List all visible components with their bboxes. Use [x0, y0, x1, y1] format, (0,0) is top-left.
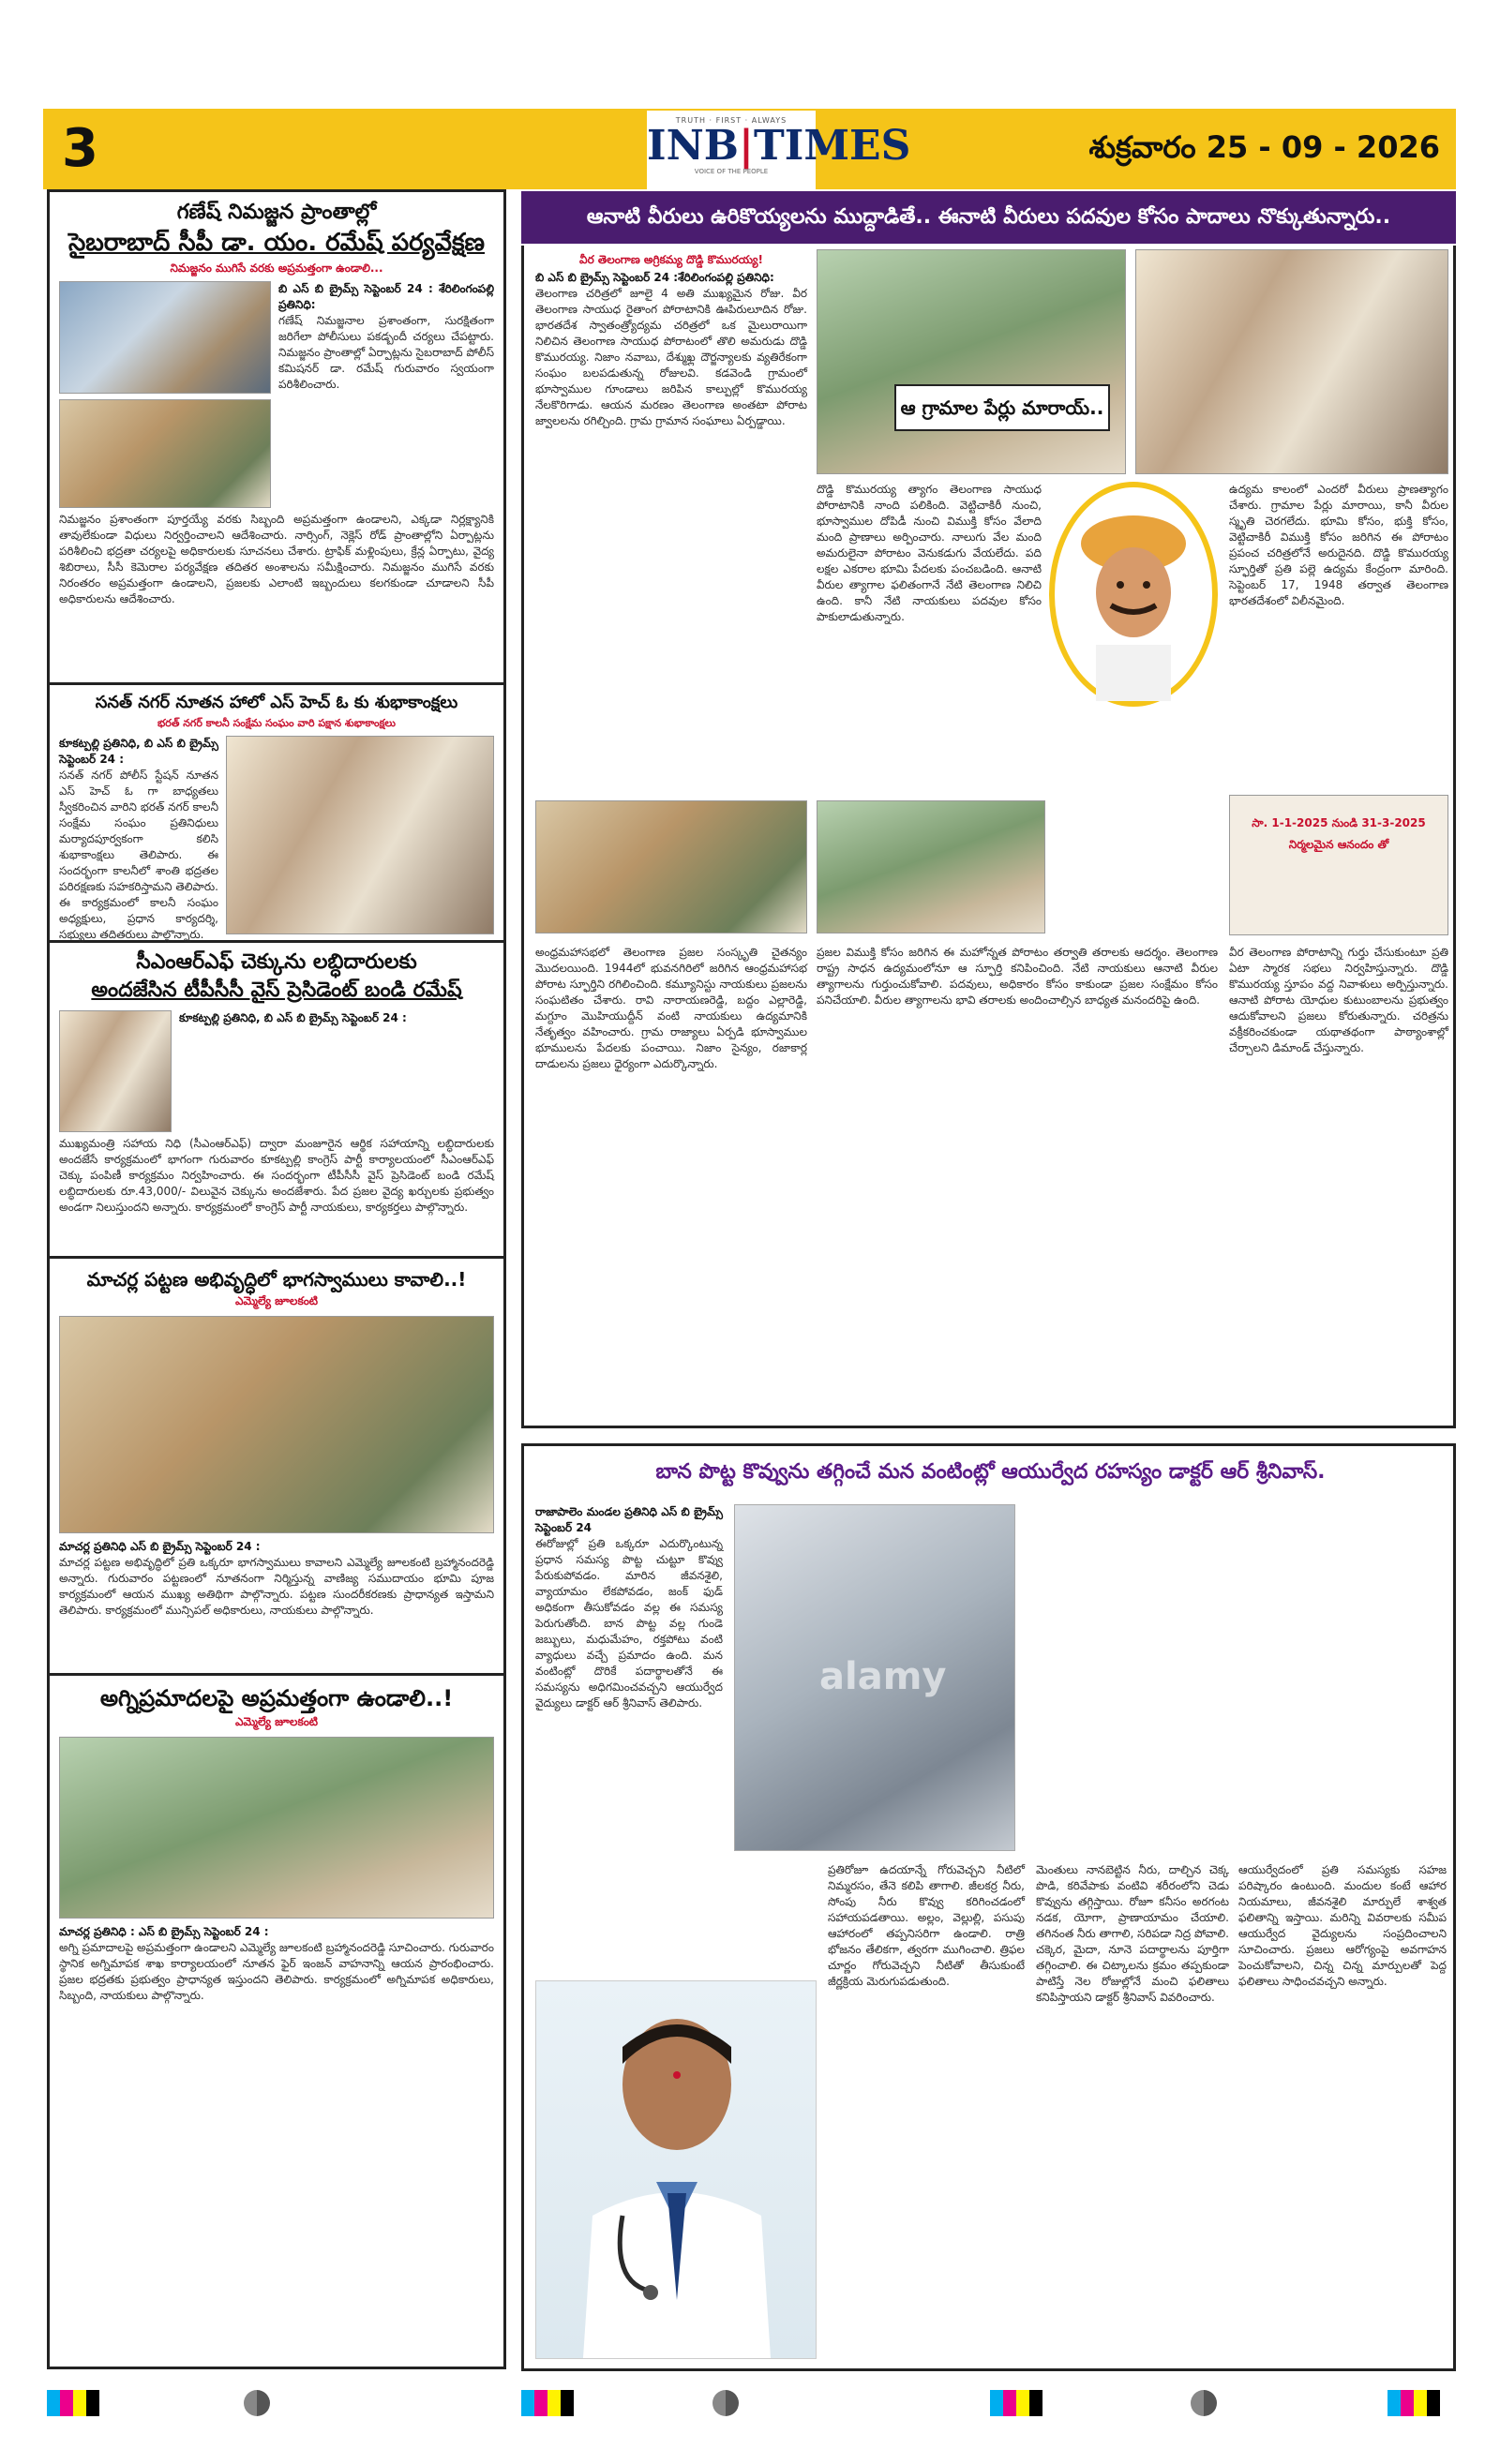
swatch [1401, 2390, 1414, 2416]
article-body: వీర తెలంగాణ పోరాటాన్ని గుర్తు చేసుకుంటూ ప్రతి ఏటా స్మారక సభలు నిర్వహిస్తున్నారు. దొడ్డి కొమురయ్య స్తూపం వద్ద నివాళులు అర్పిస్తున్నారు. ఆనాటి పోరాట యోధుల కుటుంబాలను ప్రభుత్వం ఆదుకోవాలని ప్రజలు కోరుతున్నారు. చరిత్రను వక్రీకరించకుండా యథాతథంగా పాఠ్యాంశాల్లో చేర్చాలని డిమాండ్ చేస్తున్నారు. [1229, 946, 1448, 1054]
article-ganesh [50, 192, 503, 677]
village-huts-photo [535, 800, 807, 933]
article-title: సీఎంఆర్ఎఫ్ చెక్కును లబ్ధిదారులకు [136, 950, 417, 974]
bhoomi-pooja-photo [59, 1316, 494, 1533]
logo-name-separator: | [739, 122, 755, 170]
article-body: గణేష్ నిమజ్జనాల ప్రశాంతంగా, సురక్షితంగా జరిగేలా పోలీసులు పకడ్బందీ చర్యలు చేపట్టారు. నిమజ్జనం ప్రాంతాల్లో ఏర్పాట్లను సైబరాబాద్ పోలీస్ కమిషనర్ డా. రమేష్ గురువారం స్వయంగా పరిశీలించారు. [278, 314, 494, 391]
police-inspection-photo [59, 399, 271, 508]
swatch [257, 2390, 270, 2416]
swatch [1016, 2390, 1029, 2416]
color-registration-strip [990, 2390, 1042, 2416]
swatch [548, 2390, 561, 2416]
portrait-illustration [1055, 487, 1212, 701]
article-doddi-komuraiah [521, 246, 1456, 1428]
article-fire-safety [50, 1676, 503, 2026]
fire-engine-photo [59, 1737, 494, 1919]
article-body: ఉద్యమ కాలంలో ఎందరో వీరులు ప్రాణత్యాగం చేశారు. గ్రామాల పేర్లు మారాయి, కానీ వీరుల స్మృతి చెరగలేదు. భూమి కోసం, భుక్తి కోసం, వెట్టిచాకిరీ విముక్తి కోసం జరిగిన ఈ పోరాటం ప్రపంచ చరిత్రలోనే అరుదైనది. దొడ్డి కొమురయ్య స్ఫూర్తితో ప్రతి పల్లె ఉద్యమ కేంద్రంగా మారింది. సెప్టెంబర్ 17, 1948 తర్వాత తెలంగాణ భారతదేశంలో విలీనమైంది. [1229, 483, 1448, 607]
article-body: ఈరోజుల్లో ప్రతి ఒక్కరూ ఎదుర్కొంటున్న ప్రధాన సమస్య పొట్ట చుట్టూ కొవ్వు పేరుకుపోవడం. మారిన జీవనశైలి, వ్యాయామం లేకపోవడం, జంక్ ఫుడ్ అధికంగా తీసుకోవడం వల్ల ఈ సమస్య పెరుగుతోంది. బాన పొట్ట వల్ల గుండె జబ్బులు, మధుమేహం, రక్తపోటు వంటి వ్యాధులు వచ్చే ప్రమాదం ఉంది. మన వంటింట్లో దొరికే పదార్థాలతోనే ఈ సమస్యను అధిగమించవచ్చని ఆయుర్వేద వైద్యులు డాక్టర్ ఆర్ శ్రీనివాస్ తెలిపారు. [535, 1537, 723, 1710]
color-registration-strip [521, 2390, 574, 2416]
village-road-photo [817, 249, 1126, 474]
belly-stock-photo [734, 1504, 1015, 1851]
swatch [726, 2390, 739, 2416]
article-body: ముఖ్యమంత్రి సహాయ నిధి (సీఎంఆర్ఎఫ్) ద్వారా మంజూరైన ఆర్థిక సహాయాన్ని లబ్ధిదారులకు అందజేసే కార్యక్రమంలో భాగంగా గురువారం కూకట్పల్లి కాంగ్రెస్ పార్టీ కార్యాలయంలో సీఎంఆర్ఎఫ్ చెక్కు పంపిణీ కార్యక్రమం నిర్వహించారు. ఈ సందర్భంగా టీపీసీసీ వైస్ ప్రెసిడెంట్ బండి రమేష్ లబ్ధిదారులకు రూ.43,000/- విలువైన చెక్కును అందజేశారు. పేద ప్రజల వైద్య ఖర్చులకు ప్రభుత్వం అండగా నిలుస్తుందని అన్నారు. కార్యక్రమంలో కాంగ్రెస్ పార్టీ నాయకులు, కార్యకర్తలు పాల్గొన్నారు. [59, 1137, 494, 1214]
article-body: మాచర్ల పట్టణ అభివృద్ధిలో ప్రతి ఒక్కరూ భాగస్వాములు కావాలని ఎమ్మెల్యే జూలకంటి బ్రహ్మానందరెడ్డి అన్నారు. గురువారం పట్టణంలో నూతనంగా నిర్మిస్తున్న వాణిజ్య సముదాయం భూమి పూజ కార్యక్రమంలో ఆయన ముఖ్య అతిథిగా పాల్గొన్నారు. పట్టణ సుందరీకరణకు ప్రాధాన్యత ఇస్తామని తెలిపారు. కార్యక్రమంలో మున్సిపల్ అధికారులు, నాయకులు పాల్గొన్నారు. [59, 1556, 494, 1617]
village-label: ఆ గ్రామాల పేర్లు మారాయ్.. [894, 384, 1110, 431]
article-title: బాన పొట్ట కొవ్వును తగ్గించే మన వంటింట్లో ఆయుర్వేద రహస్యం డాక్టర్ ఆర్ శ్రీనివాస్. [533, 1454, 1448, 1491]
article-title: మాచర్ల పట్టణ అభివృద్ధిలో భాగస్వాములు కావాలి..! [86, 1268, 467, 1291]
article-dateline: మాచర్ల ప్రతినిధి ఎస్ బి బ్రైమ్స్ సెప్టెంబర్ 24 : [59, 1540, 261, 1553]
article-dateline: కూకట్పల్లి ప్రతినిధి, బి ఎస్ బి బ్రైమ్స్ సెప్టెంబర్ 24 : [59, 737, 218, 766]
swatch [1388, 2390, 1401, 2416]
swatch [244, 2390, 257, 2416]
issue-date: శుక్రవారం 25 - 09 - 2026 [1088, 129, 1440, 165]
article-title: అందజేసిన టీపీసీసీ వైస్ ప్రెసిడెంట్ బండి రమేష్ [91, 978, 462, 1002]
article-body: ఆయుర్వేదంలో ప్రతి సమస్యకు సహజ పరిష్కారం ఉంటుంది. మందుల కంటే ఆహార నియమాలు, జీవనశైలి మార్పులే శాశ్వత ఫలితాన్ని ఇస్తాయి. మరిన్ని వివరాలకు సమీప ఆయుర్వేద వైద్యులను సంప్రదించాలని సూచించారు. ప్రజలు ఆరోగ్యంపై అవగాహన పెంచుకోవాలని, చిన్న చిన్న మార్పులతో పెద్ద ఫలితాలు సాధించవచ్చని అన్నారు. [1238, 1863, 1447, 1988]
article-body: అంధ్రమహాసభలో తెలంగాణ ప్రజల సంస్కృతి చైతన్యం మొదలయింది. 1944లో భువనగిరిలో జరిగిన ఆంధ్రమహాసభ పోరాట స్ఫూర్తిని రగిలించింది. కమ్యూనిస్టు నాయకులు ప్రజలను సంఘటితం చేశారు. రావి నారాయణరెడ్డి, బద్దం ఎల్లారెడ్డి, మగ్దూం మొహియుద్దీన్ వంటి నాయకులు ఉద్యమానికి నేతృత్వం వహించారు. గ్రామ రాజ్యాలు ఏర్పడి భూస్వాముల భూములను పేదలకు పంచాయి. నిజాం సైన్యం, రజాకార్ల దాడులను ప్రజలు ధైర్యంగా ఎదుర్కొన్నారు. [535, 946, 807, 1070]
article-sanathnagar [50, 685, 503, 941]
logo-name [647, 122, 911, 170]
article-dateline: బి ఎస్ బి బ్రైమ్స్ సెప్టెంబర్ 24 :శేరిలింగంపల్లి ప్రతినిధి: [535, 271, 774, 284]
color-registration-strip-right [1388, 2390, 1440, 2416]
swatch [73, 2390, 86, 2416]
swatch [521, 2390, 534, 2416]
logo-tagline: TRUTH · FIRST · ALWAYS [675, 116, 788, 125]
article-body: నిమజ్జనం ప్రశాంతంగా పూర్తయ్యే వరకు సిబ్బంది అప్రమత్తంగా ఉండాలని, ఎక్కడా నిర్లక్ష్యానికి తావులేకుండా విధులు నిర్వర్తించాలని ఆదేశించారు. నార్సింగ్, నెక్లెస్ రోడ్ ప్రాంతాల్లోని ఏర్పాట్లను పరిశీలించి భద్రతా చర్యలపై అధికారులకు సూచనలు చేశారు. ట్రాఫిక్ మళ్లింపులు, క్రేన్ల ఏర్పాటు, వైద్య శిబిరాలు, సీసీ కెమెరాల పర్యవేక్షణ తదితర అంశాలను సమీక్షించారు. నిమజ్జనం ముగిసే వరకు నిరంతరం అప్రమత్తంగా ఉండాలని, ప్రజలకు ఎలాంటి ఇబ్బందులు కలగకుండా చూడాలని సీపీ అధికారులను ఆదేశించారు. [59, 513, 494, 605]
article-title: అగ్నిప్రమాదలపై అప్రమత్తంగా ఉండాలి..! [99, 1685, 454, 1711]
color-registration-strip [712, 2390, 739, 2416]
color-registration-strip [244, 2390, 270, 2416]
article-subtitle: భరత్ నగర్ కాలనీ సంక్షేమ సంఘం వారి పక్షాన శుభాకాంక్షలు [158, 717, 396, 729]
swatch [534, 2390, 548, 2416]
article-title: గణేష్ నిమజ్జన ప్రాంతాల్లో [176, 201, 377, 224]
swatch [1029, 2390, 1042, 2416]
swatch [712, 2390, 726, 2416]
article-body: ప్రతిరోజూ ఉదయాన్నే గోరువెచ్చని నీటిలో నిమ్మరసం, తేనె కలిపి తాగాలి. జీలకర్ర నీరు, సోంపు నీరు కొవ్వు కరిగించడంలో సహాయపడతాయి. అల్లం, వెల్లుల్లి, పసుపు ఆహారంలో తప్పనిసరిగా ఉండాలి. రాత్రి భోజనం తేలికగా, త్వరగా ముగించాలి. త్రిఫల చూర్ణం గోరువెచ్చని నీటితో తీసుకుంటే జీర్ణక్రియ మెరుగుపడుతుంది. [828, 1863, 1025, 1988]
article-dateline: బి ఎస్ బి బ్రైమ్స్ సెప్టెంబర్ 24 : శేరిలింగంపల్లి ప్రతినిధి: [278, 282, 494, 311]
article-title: సనత్ నగర్ నూతన హాలో ఎస్ హెచ్ ఓ కు శుభాకాంక్షలు [95, 693, 458, 712]
article-ayurveda [521, 1443, 1456, 2371]
article-dateline: కూకట్పల్లి ప్రతినిధి, బి ఎస్ బి బ్రైమ్స్ సెప్టెంబర్ 24 : [179, 1011, 407, 1024]
headline-banner: ఆనాటి వీరులు ఉరికొయ్యలను ముద్దాడితే.. ఈనాటి వీరులు పదవుల కోసం పాదాలు నొక్కుతున్నారు.. [521, 191, 1456, 244]
article-subtitle: ఎమ్మెల్యే జూలకంటి [234, 1294, 319, 1307]
article-body: తెలంగాణ చరిత్రలో జూలై 4 అతి ముఖ్యమైన రోజు. వీర తెలంగాణ సాయుధ రైతాంగ పోరాటానికి ఊపిరులూదిన రోజు. భారతదేశ స్వాతంత్ర్యోద్యమ చరిత్రలో ఒక మైలురాయిగా నిలిచిన తెలంగాణ సాయుధ పోరాటంలో తొలి అమరుడు దొడ్డి కొమురయ్య. నిజాం నవాబు, దేశ్ముఖ్ల దౌర్జన్యాలకు వ్యతిరేకంగా సంఘం బలపడుతున్న రోజులవి. కడవెండి గ్రామంలో భూస్వాముల గూండాలు జరిపిన కాల్పుల్లో కొమురయ్య నేలకొరిగాడు. ఆయన మరణం తెలంగాణ అంతటా పోరాట జ్వాలలను రగిల్చింది. గ్రామ గ్రామాన సంఘాలు ఏర్పడ్డాయి. [535, 287, 807, 427]
article-body: దొడ్డి కొమురయ్య త్యాగం తెలంగాణ సాయుధ పోరాటానికి నాంది పలికింది. వెట్టిచాకిరీ నుంచి, భూస్వాముల దోపిడీ నుంచి విముక్తి కోసం వేలాది మంది ప్రాణాలు అర్పించారు. నాలుగు వేల మంది అమరులైనా పోరాటం వెనుకడుగు వేయలేదు. పది లక్షల ఎకరాల భూమి పేదలకు పంచబడింది. ఆనాటి వీరుల త్యాగాల ఫలితంగానే నేటి తెలంగాణ నిలిచి ఉంది. కానీ నేటి నాయకులు పదవుల కోసం పాకులాడుతున్నారు. [817, 483, 1042, 623]
article-body: సనత్ నగర్ పోలీస్ స్టేషన్ నూతన ఎస్ హెచ్ ఓ గా బాధ్యతలు స్వీకరించిన వారిని భరత్ నగర్ కాలనీ సంక్షేమ సంఘం ప్రతినిధులు మర్యాదపూర్వకంగా కలిసి శుభాకాంక్షలు తెలిపారు. ఈ సందర్భంగా కాలనీలో శాంతి భద్రతల పరిరక్షణకు సహకరిస్తామని తెలిపారు. ఈ కార్యక్రమంలో కాలనీ సంఘం అధ్యక్షులు, ప్రధాన కార్యదర్శి, సభ్యులు తదితరులు పాల్గొన్నారు. [59, 769, 218, 941]
masthead-logo [647, 111, 911, 189]
swatch [60, 2390, 73, 2416]
doctor-illustration [536, 1981, 816, 2358]
article-subtitle: నిమజ్జనం ముగిసే వరకు అప్రమత్తంగా ఉండాలి... [170, 261, 383, 275]
swatch [1204, 2390, 1217, 2416]
swatch [1414, 2390, 1427, 2416]
swatch [1191, 2390, 1204, 2416]
logo-slogan: VOICE OF THE PEOPLE [694, 168, 769, 175]
article-dateline: రాజాపాలెం మండల ప్రతినిధి ఎస్ బి బ్రైమ్స్ సెప్టెంబర్ 24 [535, 1505, 723, 1534]
shaw-greeting-photo [226, 736, 494, 934]
sign-text: సా. 1-1-2025 నుండి 31-3-2025 [1252, 816, 1426, 829]
logo-name-a: INB [647, 122, 739, 170]
swatch [1003, 2390, 1016, 2416]
article-subtitle: ఎమ్మెల్యే జూలకంటి [234, 1715, 319, 1728]
cmrf-cheque-photo [59, 1010, 172, 1132]
swatch [86, 2390, 99, 2416]
swatch [561, 2390, 574, 2416]
article-dateline: మాచర్ల ప్రతినిధి : ఎస్ బి బ్రైమ్స్ సెప్టెంబర్ 24 : [59, 1925, 269, 1938]
article-title: సైబరాబాద్ సీపీ డా. యం. రమేష్ పర్యవేక్షణ [68, 229, 486, 257]
article-body: అగ్ని ప్రమాదాలపై అప్రమత్తంగా ఉండాలని ఎమ్మెల్యే జూలకంటి బ్రహ్మానందరెడ్డి సూచించారు. గురువారం స్థానిక అగ్నిమాపక శాఖ కార్యాలయంలో నూతన ఫైర్ ఇంజన్ వాహనాన్ని ఆయన ప్రారంభించారు. ప్రజల భద్రతకు ప్రభుత్వం ప్రాధాన్యత ఇస్తుందని తెలిపారు. కార్యక్రమంలో అగ్నిమాపక అధికారులు, సిబ్బంది, నాయకులు పాల్గొన్నారు. [59, 1941, 494, 2002]
village-elders-photo [1135, 249, 1448, 474]
article-macherla-development [50, 1259, 503, 1667]
color-registration-strip-left [47, 2390, 99, 2416]
police-group-photo [59, 281, 271, 394]
swatch [1427, 2390, 1440, 2416]
article-body: మెంతులు నానబెట్టిన నీరు, దాల్చిన చెక్క పొడి, కరివేపాకు వంటివి శరీరంలోని చెడు కొవ్వును తగ్గిస్తాయి. రోజూ కనీసం అరగంట నడక, యోగా, ప్రాణాయామం చేయాలి. తగినంత నీరు తాగాలి, సరిపడా నిద్ర పోవాలి. చక్కెర, మైదా, నూనె పదార్థాలను పూర్తిగా తగ్గించాలి. ఈ చిట్కాలను క్రమం తప్పకుండా పాటిస్తే నెల రోజుల్లోనే మంచి ఫలితాలు కనిపిస్తాయని డాక్టర్ శ్రీనివాస్ వివరించారు. [1036, 1863, 1229, 2004]
swatch [47, 2390, 60, 2416]
logo-name-b: TIMES [754, 122, 911, 170]
page-number: 3 [62, 118, 98, 179]
sign-text: నిర్మలమైన ఆనందం తో [1288, 838, 1389, 851]
article-body: ప్రజల విముక్తి కోసం జరిగిన ఈ మహోన్నత పోరాటం తర్వాతి తరాలకు ఆదర్శం. తెలంగాణ రాష్ట్ర సాధన ఉద్యమంలోనూ ఆ స్ఫూర్తి కనిపించింది. నేటి నాయకులు ఆనాటి వీరుల త్యాగాలను గుర్తుంచుకోవాలి. పదవులు, అధికారం కోసం కాకుండా ప్రజల సంక్షేమం కోసం పనిచేయాలి. వీరుల త్యాగాలను భావి తరాలకు అందించాల్సిన బాధ్యత మనందరిపై ఉంది. [817, 946, 1218, 1007]
article-cmrf [50, 943, 503, 1248]
left-column [47, 189, 506, 2369]
stock-watermark: alamy [819, 1655, 947, 1698]
color-registration-strip [1191, 2390, 1217, 2416]
komuraiah-portrait [1049, 482, 1218, 707]
swatch [990, 2390, 1003, 2416]
article-subtitle: వీర తెలంగాణ అగ్రికమ్య దొడ్డి కొమురయ్య! [579, 253, 763, 266]
doctor-portrait [535, 1980, 817, 2359]
village-street-photo [817, 800, 1045, 933]
memorial-sign-photo [1229, 795, 1448, 935]
